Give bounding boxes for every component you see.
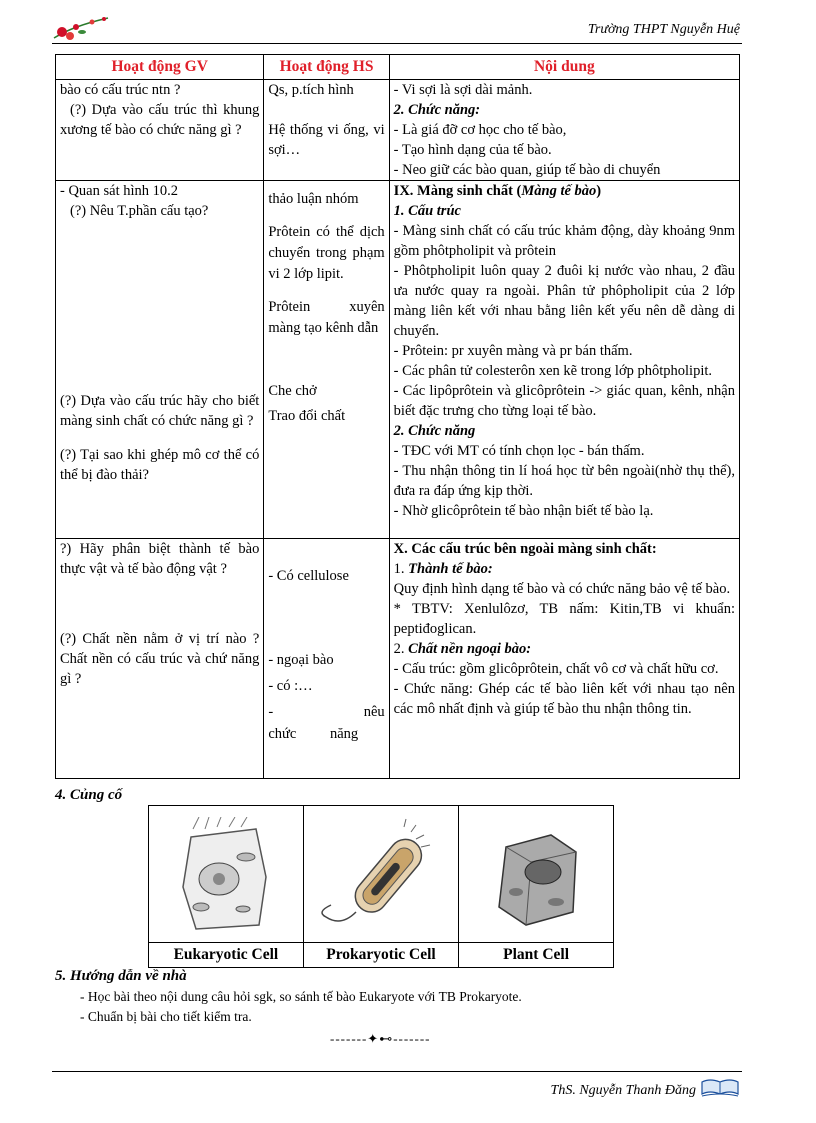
author-name: ThS. Nguyễn Thanh Đăng bbox=[550, 1083, 696, 1098]
cell-figure-table bbox=[148, 805, 614, 968]
guide-item: - Chuẩn bị bài cho tiết kiểm tra. bbox=[80, 1009, 252, 1024]
header-rule bbox=[52, 43, 742, 44]
caption-plant: Plant Cell bbox=[459, 943, 614, 968]
row1-gv: bào có cấu trúc ntn ? (?) Dựa vào cấu trúc thì khung xương tế bào có chức năng gì ? bbox=[56, 80, 264, 181]
ornament-divider: -------✦⊷------- bbox=[330, 1031, 431, 1046]
row3-hs: - Có cellulose - ngoại bào - có :… - nêu chức năng bbox=[264, 539, 389, 779]
caption-eukaryotic: Eukaryotic Cell bbox=[149, 943, 304, 968]
prokaryotic-cell-icon bbox=[316, 817, 446, 937]
guide-item: - Học bài theo nội dung câu hỏi sgk, so sánh tế bào Eukaryote với TB Prokaryote. bbox=[80, 989, 522, 1004]
eukaryotic-cell-icon bbox=[171, 817, 281, 937]
eukaryotic-cell-image bbox=[149, 806, 304, 943]
plant-cell-image bbox=[459, 806, 614, 943]
header-hs: Hoạt động HS bbox=[264, 55, 389, 80]
row2-hs: thảo luận nhóm Prôtein có thể dịch chuyển trong phạm vi 2 lớp lipit. Prôtein xuyên màng tạo kênh dẫn Che chở Trao đổi chất bbox=[264, 181, 389, 539]
row1-content: - Vi sợi là sợi dài mảnh. 2. Chức năng: - Là giá đỡ cơ học cho tế bào, - Tạo hình dạng của tế bào. - Neo giữ các bào quan, giúp tế bào di chuyển bbox=[389, 80, 739, 181]
lesson-table bbox=[55, 54, 740, 779]
row3-content: X. Các cấu trúc bên ngoài màng sinh chất: 1. Thành tế bào: Quy định hình dạng tế bào và có chức năng bảo vệ tế bào. * TBTV: Xenlulôzơ, TB nấm: Kitin,TB vi khuẩn: peptiđoglican. 2. Chất nền ngoại bào: - Cấu trúc: gồm glicôprôtein, chất vô cơ và chất hữu cơ. - Chức năng: Ghép các tế bào liên kết với nhau tạo nên các mô nhất định và giúp tế bào thu nhận thông tin. bbox=[389, 539, 739, 779]
table-row bbox=[56, 80, 740, 181]
table-row bbox=[56, 181, 740, 539]
header-content: Nội dung bbox=[389, 55, 739, 80]
footer-rule bbox=[52, 1071, 742, 1072]
school-name: Trường THPT Nguyễn Huệ bbox=[587, 22, 740, 37]
header-gv: Hoạt động GV bbox=[56, 55, 264, 80]
page-header bbox=[52, 8, 742, 44]
table-header-row bbox=[56, 55, 740, 80]
row1-hs: Qs, p.tích hình Hệ thống vi ống, vi sợi… bbox=[264, 80, 389, 181]
section-4-title: 4. Củng cố bbox=[55, 787, 123, 803]
book-icon bbox=[700, 1076, 740, 1098]
plant-cell-icon bbox=[481, 817, 591, 937]
row2-gv: - Quan sát hình 10.2 (?) Nêu T.phần cấu tạo? (?) Dựa vào cấu trúc hãy cho biết màng sinh chất có chức năng gì ? (?) Tại sao khi ghép mô cơ thể có thể bị đào thải? bbox=[56, 181, 264, 539]
flower-decoration-icon bbox=[52, 12, 112, 42]
caption-prokaryotic: Prokaryotic Cell bbox=[303, 943, 458, 968]
section-5-title: 5. Hướng dẫn về nhà bbox=[55, 968, 187, 984]
prokaryotic-cell-image bbox=[303, 806, 458, 943]
membrane-title: IX. Màng sinh chất (Màng tế bào) bbox=[393, 183, 602, 199]
table-row bbox=[56, 539, 740, 779]
row3-gv: ?) Hãy phân biệt thành tế bào thực vật và tế bào động vật ? (?) Chất nền nằm ở vị trí nào ? Chất nền có cấu trúc và chứ năng gì ? bbox=[56, 539, 264, 779]
row2-content: IX. Màng sinh chất (Màng tế bào) 1. Cấu trúc - Màng sinh chất có cấu trúc khảm động, dày khoảng 9nm gồm phôtpholipit và prôtein - Phôtpholipit luôn quay 2 đuôi kị nước vào nhau, 2 đầu ưa nước quay ra ngoài. Phân tử phôpholipit của 2 lớp màng liên kết với nhau bằng liên kết yếu nên dễ dàng di chuyển. - Prôtein: pr xuyên màng và pr bán thấm. - Các phân tử colesterôn xen kẽ trong lớp phôtpholipit. - Các lipôprôtein và glicôprôtein -> giác quan, kênh, nhận biết đặc trưng cho từng loại tế bào. 2. Chức năng - TĐC với MT có tính chọn lọc - bán thấm. - Thu nhận thông tin lí hoá học từ bên ngoài(nhờ thụ thể), đưa ra đáp ứng kịp thời. - Nhờ glicôprôtein tế bào nhận biết tế bào lạ. bbox=[389, 181, 739, 539]
